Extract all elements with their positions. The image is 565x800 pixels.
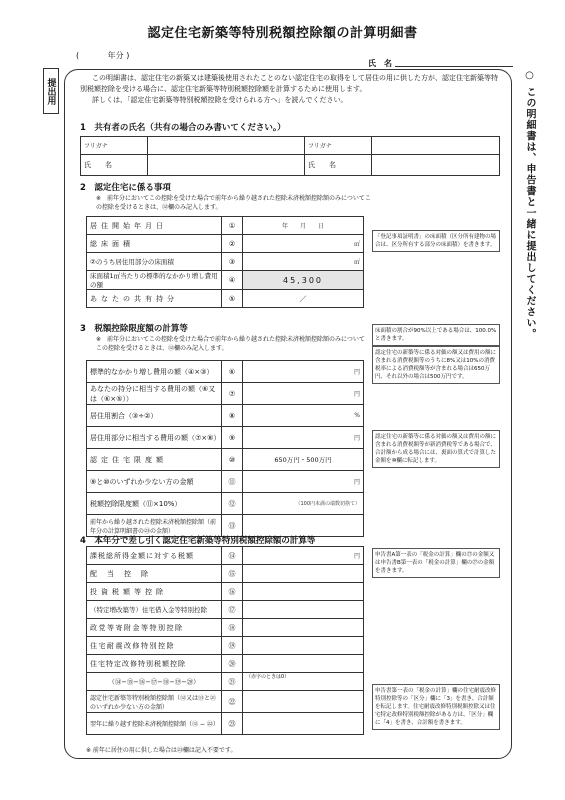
row-input[interactable]: % bbox=[243, 405, 364, 427]
sec3-title: 3 税額控除限度額の計算等 bbox=[80, 324, 188, 334]
co-owner-name-input-2[interactable] bbox=[372, 155, 500, 176]
co-owner-name-label: 氏 名 bbox=[305, 155, 372, 176]
row-num: ⑥ bbox=[222, 361, 243, 383]
row-num: ⑤ bbox=[222, 290, 243, 308]
row-input[interactable]: （100円未満の端数切捨て） bbox=[243, 493, 364, 515]
row-input[interactable] bbox=[243, 691, 364, 713]
intro-p1: この明細書は、認定住宅の新築又は建築後使用されたことのない認定住宅の取得をして居住の用に供した方が、認定住宅新築等特別税額控除を受ける場合に、認定住宅新築等特別税額控除額を計算するために使用します。 bbox=[80, 74, 498, 93]
row-label: ②のうち居住用部分の床面積 bbox=[87, 253, 222, 271]
row-input[interactable]: 円 bbox=[243, 361, 364, 383]
sec3-side-note-2: 認定住宅の新築等に係る対価の額又は費用の額に含まれる消費税額等のうちに8%又は10%の消費税率による消費税額等が含まれる場合は650万円、それ以外の場合は500万円です。 bbox=[372, 346, 500, 384]
row-num: ⑭ bbox=[222, 547, 243, 565]
row-num: ㉒ bbox=[222, 691, 243, 713]
row-num: ③ bbox=[222, 253, 243, 271]
row-input[interactable]: 円 bbox=[243, 547, 364, 565]
row-input[interactable] bbox=[243, 583, 364, 601]
row-label: 標準的なかかり増し費用の額（④×③） bbox=[87, 361, 222, 383]
row-label: （⑭−⑮−⑯−⑰−⑱−⑲−⑳） bbox=[87, 673, 222, 691]
co-owner-name-input-1[interactable] bbox=[148, 155, 305, 176]
row-input[interactable] bbox=[243, 713, 364, 735]
row-label: 配当控除 bbox=[87, 565, 222, 583]
row-num: ⑦ bbox=[222, 383, 243, 405]
row-label: ⑨と⑩のいずれか少ない方の金額 bbox=[87, 471, 222, 493]
row-input[interactable] bbox=[243, 637, 364, 655]
row-input[interactable]: 円 bbox=[243, 427, 364, 449]
row-num: ② bbox=[222, 235, 243, 253]
row-label: 床面積1㎡当たりの標準的なかかり増し費用の額 bbox=[87, 271, 222, 290]
row-num: ㉓ bbox=[222, 713, 243, 735]
row-label: 総床面積 bbox=[87, 235, 222, 253]
row-label: 政党等寄附金等特別控除 bbox=[87, 619, 222, 637]
co-owner-table bbox=[80, 136, 500, 176]
furigana-input-2[interactable] bbox=[372, 137, 500, 155]
name-label: 氏 名 bbox=[368, 59, 392, 68]
row-input[interactable]: 円 bbox=[243, 383, 364, 405]
row-num: ⑪ bbox=[222, 471, 243, 493]
row-label: 居住開始年月日 bbox=[87, 217, 222, 235]
intro-p2: 詳しくは、「認定住宅新築等特別税額控除を受けられる方へ」を読んでください。 bbox=[92, 96, 348, 104]
row-input[interactable]: 年 月 日 bbox=[243, 217, 364, 235]
sec3-side-note-1: 床面積の割合が90%以上である場合は、100.0%と書きます。 bbox=[372, 324, 500, 346]
row-num: ① bbox=[222, 217, 243, 235]
row-num: ⑮ bbox=[222, 565, 243, 583]
row-label: 住宅特定改修特別税額控除 bbox=[87, 655, 222, 673]
row-label: 認定住宅限度額 bbox=[87, 449, 222, 471]
row-input[interactable]: ㎡ bbox=[243, 253, 364, 271]
row-input[interactable] bbox=[243, 655, 364, 673]
name-field[interactable] bbox=[395, 66, 513, 67]
submit-tag: 提出用 bbox=[43, 68, 59, 114]
row-label: 居住用割合（③÷②） bbox=[87, 405, 222, 427]
side-note: ○ この明細書は、申告書と一緒に提出してください。 bbox=[524, 70, 535, 340]
sec4-title: 4 本年分で差し引く認定住宅新築等特別税額控除額の計算等 bbox=[80, 536, 316, 546]
row-num: ④ bbox=[222, 271, 243, 290]
row-num: ⑫ bbox=[222, 493, 243, 515]
sec1-title: 1 共有者の氏名（共有の場合のみ書いてください。） bbox=[80, 123, 286, 133]
row-num: ⑬ bbox=[222, 515, 243, 537]
row-input[interactable] bbox=[243, 601, 364, 619]
row-label: あなたの共有持分 bbox=[87, 290, 222, 308]
row-label: 前年から繰り越された控除未済税額控除額（前年分の計算明細書の㉓の金額） bbox=[87, 515, 222, 537]
row-label: 住宅耐震改修特別控除 bbox=[87, 637, 222, 655]
furigana-label: フリガナ bbox=[81, 137, 148, 155]
co-owner-name-label: 氏 名 bbox=[81, 155, 148, 176]
row-input[interactable]: （赤字のときは0） bbox=[243, 673, 364, 691]
intro bbox=[80, 73, 500, 106]
sec2-side-note: 「登記事項証明書」の床面積（区分所有建物の場合は、区分所有する部分の床面積）を書きます。 bbox=[372, 230, 500, 252]
row-num: ⑳ bbox=[222, 655, 243, 673]
row-label: （特定増改築等）住宅借入金等特別控除 bbox=[87, 601, 222, 619]
row-input[interactable] bbox=[243, 619, 364, 637]
furigana-input-1[interactable] bbox=[148, 137, 305, 155]
row-label: 投資税額等控除 bbox=[87, 583, 222, 601]
sec4-side-note-2: 申告書第一表の「税金の計算」欄の住宅耐震改修特別控除等の「区分」欄に「3」を書き、合計額を転記します。住宅耐震改修特別税額控除又は住宅特定改修特別税額控除がある方は、「区分」欄に「4」を書き、合計額を書きます。 bbox=[372, 684, 500, 730]
limit-choice[interactable]: 650万円・500万円 bbox=[243, 449, 364, 471]
sec4-table bbox=[86, 546, 364, 735]
row-label: 課税総所得金額に対する税額 bbox=[87, 547, 222, 565]
row-num: ⑧ bbox=[222, 405, 243, 427]
row-label: 居住用部分に相当する費用の額（⑦×⑧） bbox=[87, 427, 222, 449]
row-label: 税額控除限度額（⑪×10%） bbox=[87, 493, 222, 515]
row-num: ⑩ bbox=[222, 449, 243, 471]
row-input[interactable]: ／ bbox=[243, 290, 364, 308]
row-label: 認定住宅新築等特別税額控除額（⑫又は⑬と㉑のいずれか少ない方の金額） bbox=[87, 691, 222, 713]
sec2-title: 2 認定住宅に係る事項 bbox=[80, 183, 171, 193]
row-input[interactable] bbox=[243, 565, 364, 583]
row-label: 翌年に繰り越す控除未済税額控除額（⑫ − ㉒） bbox=[87, 713, 222, 735]
furigana-label: フリガナ bbox=[305, 137, 372, 155]
row-num: ⑨ bbox=[222, 427, 243, 449]
row-num: ㉑ bbox=[222, 673, 243, 691]
row-num: ⑯ bbox=[222, 583, 243, 601]
sec2-table bbox=[86, 216, 364, 308]
row-num: ⑰ bbox=[222, 601, 243, 619]
sec2-note: ※ 前年分においてこの控除を受けた場合で前年から繰り越された控除未済税額控除額のみについてこの控除を受けるときは、⑫欄のみ記入します。 bbox=[96, 195, 371, 211]
sec3-table bbox=[86, 360, 364, 537]
page-title: 認定住宅新築等特別税額控除額の計算明細書 bbox=[147, 26, 418, 41]
year-field[interactable]: ( 年分 ) bbox=[76, 51, 130, 60]
row-input[interactable]: 円 bbox=[243, 471, 364, 493]
footer-note: ※ 前年に居住の用に供した場合は㉓欄は記入不要です。 bbox=[86, 747, 237, 754]
row-num: ⑱ bbox=[222, 619, 243, 637]
sec3-note: ※ 前年分においてこの控除を受けた場合で前年から繰り越された控除未済税額控除額のみについてこの控除を受けるときは、⑫欄のみ記入します。 bbox=[96, 336, 365, 352]
row-label: あなたの持分に相当する費用の額（⑥又は（⑥×⑤）） bbox=[87, 383, 222, 405]
year-label: 年分 bbox=[107, 51, 124, 60]
sec3-side-note-3: 認定住宅の新築等に係る対価の額又は費用の額に含まれる消費税額等が新消費税等である場合で、合計額から成る場合には、裏面の算式で計算した金額を⑩欄に転記します。 bbox=[372, 430, 500, 468]
row-value: 45,300 bbox=[243, 271, 364, 290]
sec4-side-note-1: 申告書A第一表の「税金の計算」欄の㉗の金額又は申告書B第一表の「税金の計算」欄の㉗の金額を書きます。 bbox=[372, 548, 500, 578]
row-num: ⑲ bbox=[222, 637, 243, 655]
row-input[interactable]: ㎡ bbox=[243, 235, 364, 253]
